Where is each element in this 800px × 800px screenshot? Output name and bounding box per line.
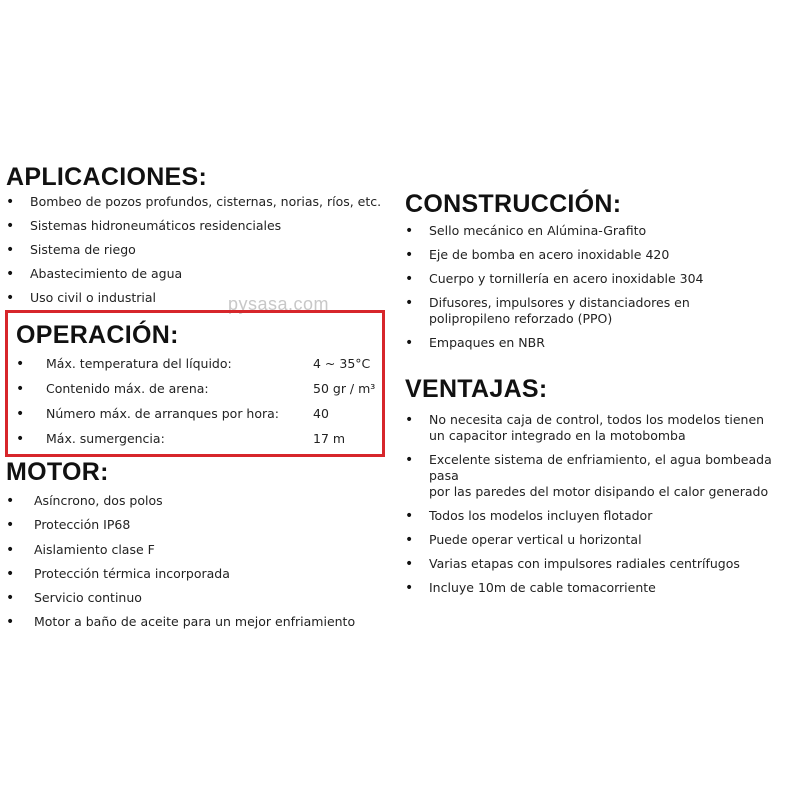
aplicaciones-list — [6, 194, 396, 314]
ventajas-list — [405, 412, 795, 596]
construccion-title: CONSTRUCCIÓN: — [405, 190, 622, 218]
spec-value: 50 gr / m³ — [313, 381, 376, 396]
spec-label: Máx. temperatura del líquido: — [46, 356, 232, 371]
list-item — [405, 508, 795, 524]
motor-title: MOTOR: — [6, 458, 109, 486]
spec-label: Número máx. de arranques por hora: — [46, 406, 280, 421]
list-item — [405, 556, 795, 572]
operacion-section — [5, 310, 385, 457]
list-line: No necesita caja de control, todos los modelos tienen — [429, 412, 765, 427]
list-line: Cuerpo y tornillería en acero inoxidable 304 — [429, 271, 704, 286]
list-item — [405, 295, 795, 327]
list-item: • Bombeo de pozos profundos, cisternas, norias, ríos, etc. — [6, 194, 396, 218]
motor-list — [6, 493, 396, 639]
construccion-list — [405, 223, 795, 351]
aplicaciones-title: APLICACIONES: — [6, 163, 208, 191]
list-item: • Abastecimiento de agua — [6, 266, 396, 290]
list-line: Varias etapas con impulsores radiales centrífugos — [429, 556, 740, 571]
list-item — [405, 223, 795, 239]
ventajas-title: VENTAJAS: — [405, 375, 548, 403]
spec-value: 4 ~ 35°C — [313, 356, 371, 371]
list-line: Incluye 10m de cable tomacorriente — [429, 580, 656, 595]
list-item: • Sistemas hidroneumáticos residenciales — [6, 218, 396, 242]
operacion-title: OPERACIÓN: — [16, 321, 179, 349]
spec-row — [16, 356, 376, 381]
list-item — [405, 532, 795, 548]
list-line: Difusores, impulsores y distanciadores en — [429, 295, 690, 310]
list-item: • Asíncrono, dos polos — [6, 493, 396, 517]
spec-label: Contenido máx. de arena: — [46, 381, 209, 396]
list-item: • Aislamiento clase F — [6, 542, 396, 566]
list-line: Puede operar vertical u horizontal — [429, 532, 642, 547]
list-item: • Sistema de riego — [6, 242, 396, 266]
list-line: Sello mecánico en Alúmina-Grafito — [429, 223, 647, 238]
spec-row — [16, 431, 376, 456]
watermark: pysasa.com — [228, 294, 330, 314]
list-item — [405, 412, 795, 444]
list-item: • Uso civil o industrial — [6, 290, 396, 314]
list-item — [405, 452, 795, 500]
aplicaciones-section — [6, 164, 396, 314]
list-line: Excelente sistema de enfriamiento, el agua bombeada pasa — [429, 452, 772, 483]
list-line: Todos los modelos incluyen flotador — [429, 508, 653, 523]
list-line: por las paredes del motor disipando el calor generado — [429, 484, 769, 499]
list-item: • Motor a baño de aceite para un mejor enfriamiento — [6, 614, 396, 638]
list-line: Empaques en NBR — [429, 335, 545, 350]
spec-row — [16, 406, 376, 431]
list-item: • Protección IP68 — [6, 517, 396, 541]
list-line: un capacitor integrado en la motobomba — [429, 428, 686, 443]
list-item: • Protección térmica incorporada — [6, 566, 396, 590]
list-line: Eje de bomba en acero inoxidable 420 — [429, 247, 670, 262]
spec-row — [16, 381, 376, 406]
list-item: • Servicio continuo — [6, 590, 396, 614]
list-item — [405, 335, 795, 351]
motor-section — [6, 459, 396, 639]
list-item — [405, 580, 795, 596]
spec-value: 17 m — [313, 431, 346, 446]
ventajas-section — [405, 376, 795, 604]
construccion-section — [405, 191, 795, 359]
list-line: polipropileno reforzado (PPO) — [429, 311, 613, 326]
list-item — [405, 271, 795, 287]
list-item — [405, 247, 795, 263]
operacion-list — [16, 356, 376, 456]
spec-value: 40 — [313, 406, 329, 421]
spec-label: Máx. sumergencia: — [46, 431, 165, 446]
